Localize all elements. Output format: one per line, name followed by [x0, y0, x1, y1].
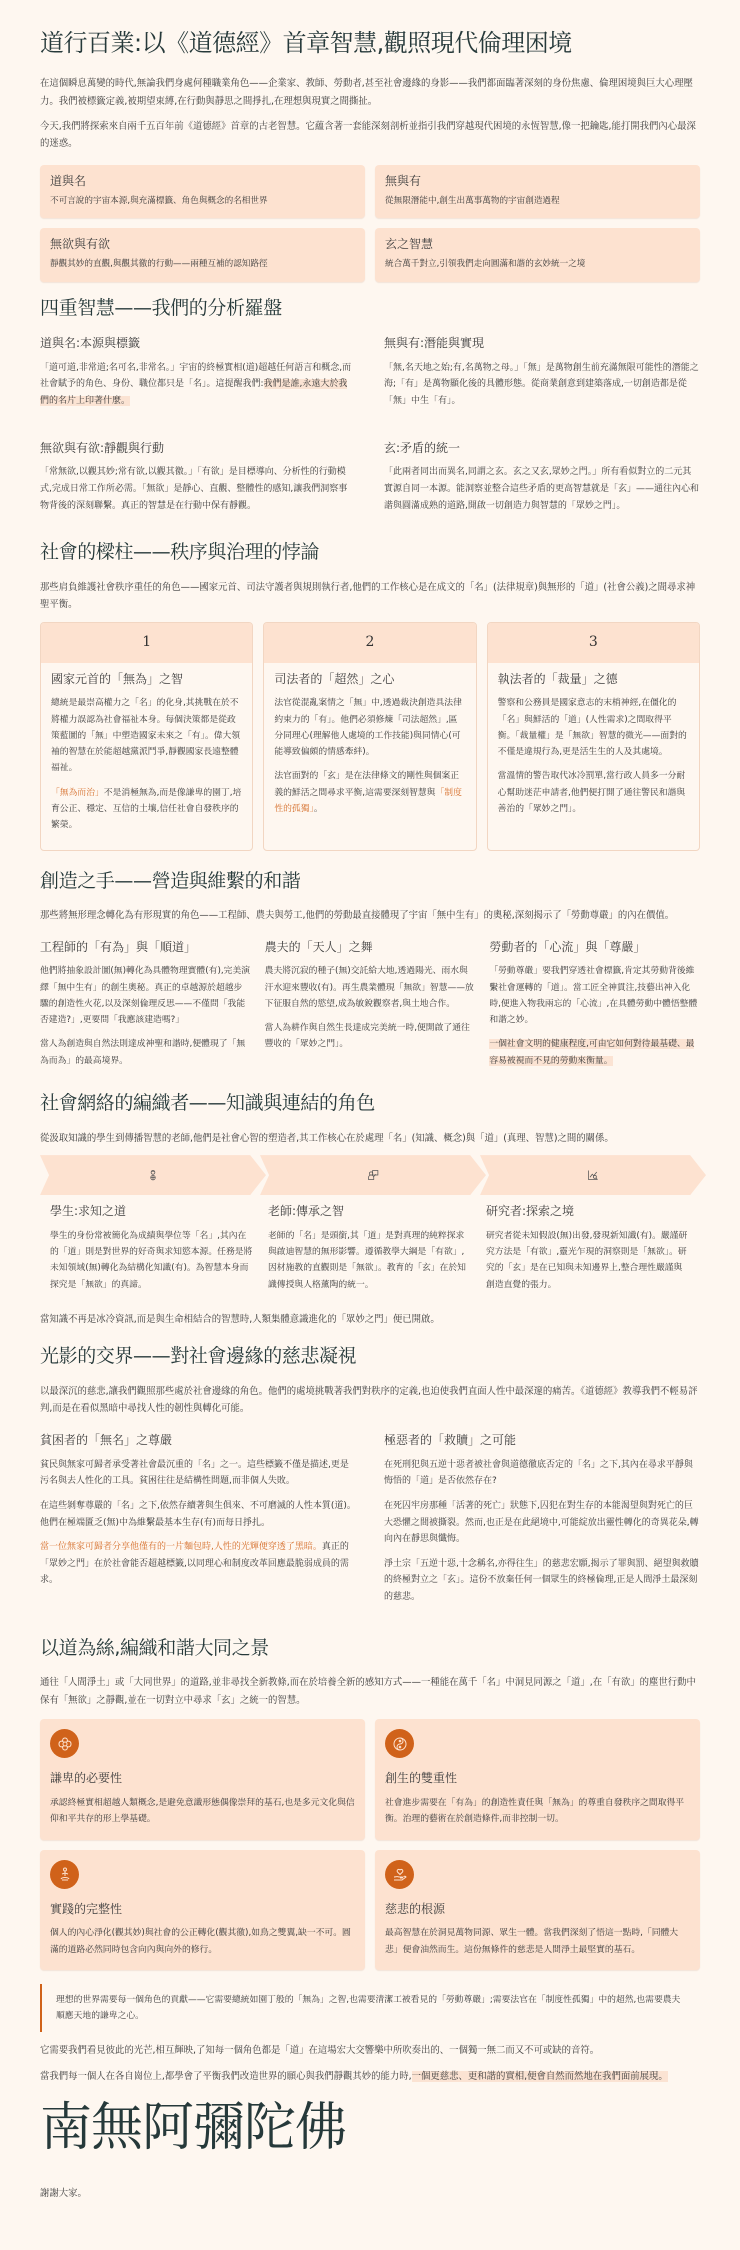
compass-section — [40, 296, 700, 522]
concept-text: 靜觀其妙的直觀,與觀其徼的行動——兩種互補的認知路徑 — [50, 259, 268, 270]
harmony-section — [40, 1636, 700, 2085]
card-title: 國家元首的「無為」之智 — [51, 671, 184, 686]
student-icon — [147, 1169, 159, 1181]
step-title: 學生:求知之道 — [50, 1204, 127, 1219]
section-closing: 當知識不再是冰冷資訊,而是與生命相結合的智慧時,人類集體意識進化的「眾妙之門」便已開啟。 — [40, 1313, 440, 1325]
column-title: 貧困者的「無名」之尊嚴 — [40, 1432, 173, 1447]
card-number: 1 — [41, 623, 252, 663]
section-intro: 那些肩負維護社會秩序重任的角色——國家元首、司法守護者與規則執行者,他們的工作核心是在成文的「名」(法律規章)與無形的「道」(社會公義)之間尋求神聖平衡。 — [40, 581, 696, 611]
creation-column — [489, 939, 700, 1077]
column-text: 在死囚牢房那種「活著的死亡」狀態下,囚犯在對生存的本能渴望與對死亡的巨大恐懼之間被撕裂。然而,也正是在此絕境中,可能綻放出靈性轉化的奇異花朵,轉向內在靜思與懺悔。 — [384, 1500, 699, 1545]
card-text: 法官面對的「玄」是在法律條文的剛性與個案正義的鮮活之間尋求平衡,這需要深刻智慧與 — [274, 771, 460, 798]
concept-text: 不可言說的宇宙本源,與充滿標籤、角色與概念的名相世界 — [50, 195, 268, 206]
card-text: 最高智慧在於洞見萬物同源、眾生一體。當我們深刻了悟這一點時,「同體大悲」便會油然而生。這份無條件的慈悲是人間淨土最堅實的基石。 — [385, 1928, 679, 1955]
card-title: 創生的雙重性 — [385, 1771, 458, 1786]
concept-box — [40, 165, 365, 219]
closing-mantra: 南無阿彌陀佛 — [40, 2098, 347, 2159]
card-title: 實踐的完整性 — [50, 1901, 123, 1916]
step-text: 研究者從未知假設(無)出發,發現新知識(有)。嚴謹研究方法是「有欲」,靈光乍現的洞察則是「無欲」。研究的「玄」是在已知與未知邊界上,整合理性嚴謹與創造直覺的張力。 — [486, 1230, 688, 1290]
creation-column — [40, 939, 251, 1077]
card-number: 3 — [488, 623, 699, 663]
intro-paragraph-1: 在這個瞬息萬變的時代,無論我們身處何種職業角色——企業家、教師、勞動者,甚至社會邊緣的身影——我們都面臨著深刻的身份焦慮、倫理困境與巨大心理壓力。我們被標籤定義,被期望束縛,在行動與靜思之間掙扎,在理想與現實之間撕扯。 — [40, 78, 693, 107]
margins-section — [40, 1344, 700, 1613]
section-intro: 那些將無形理念轉化為有形現實的角色——工程師、農夫與勞工,他們的勞動最直接體現了宇宙「無中生有」的奧秘,深刻揭示了「勞動尊嚴」的內在價值。 — [40, 910, 675, 922]
highlight-text: 一個社會文明的健康程度,可由它如何對待最基礎、最容易被視而不見的勞動來衡量。 — [489, 1039, 695, 1066]
step-title: 老師:傳承之智 — [268, 1204, 345, 1219]
step-title: 研究者:探索之境 — [486, 1204, 575, 1219]
yin-yang-icon — [392, 1736, 408, 1752]
principle-card — [375, 1850, 700, 1970]
pillars-section — [40, 540, 700, 850]
card-text: 。 — [313, 804, 323, 814]
compass-item — [384, 335, 700, 418]
card-title: 慈悲的根源 — [385, 1901, 446, 1916]
concept-box — [40, 228, 365, 282]
card-text: 法官從混亂案情之「無」中,透過裁決創造具法律約束力的「有」。他們必須修煉「司法超然」,區分同理心(理解他人處境的工作技能)與同情心(可能導致偏頗的情感牽絆)。 — [274, 698, 462, 758]
section-intro: 從汲取知識的學生到傳播智慧的老師,他們是社會心智的塑造者,其工作核心在於處理「名」(知識、概念)與「道」(真理、智慧)之間的關係。 — [40, 1132, 614, 1144]
thanks-text: 謝謝大家。 — [40, 2187, 87, 2199]
card-text: 不是消極無為,而是像謙卑的園丁,培育公正、穩定、互信的土壤,信任社會自發秩序的繁榮。 — [51, 787, 242, 831]
highlight-text: 一個更慈悲、更和諧的實相,便會自然而然地在我們面前展現。 — [411, 2070, 668, 2082]
column-text: 貧民與無家可歸者承受著社會最沉重的「名」之一。這些標籤不僅是描述,更是污名與去人性化的工具。貧困往往是結構性問題,而非個人失敗。 — [40, 1459, 349, 1487]
harmony-paragraph: 它需要我們看見彼此的光芒,相互輝映,了知每一個角色都是「道」在這場宏大交響樂中所吹奏出的、一個獨一無二而又不可或缺的音符。 — [40, 2045, 600, 2057]
concept-title: 道與名 — [50, 173, 87, 188]
column-text: 淨土宗「五逆十惡,十念稱名,亦得往生」的慈悲宏願,揭示了罪與罰、絕望與救贖的終極對立之「玄」。這份不放棄任何一個眾生的終極倫理,正是人間淨土最深刻的慈悲。 — [384, 1558, 699, 1603]
compass-item-text: 「無,名天地之始;有,名萬物之母。」「無」是萬物創生前充滿無限可能性的潛能之海;「有」是萬物顯化後的具體形態。從商業創意到建築落成,一切創造都是從「無」中生「有」。 — [384, 362, 699, 406]
card-number: 2 — [264, 623, 475, 663]
principle-card — [375, 1719, 700, 1839]
card-text: 警察和公務員是國家意志的末梢神經,在僵化的「名」與鮮活的「道」(人性需求)之間取得平衡。「裁量權」是「無欲」智慧的微光——面對的不僅是違規行為,更是活生生的人及其處境。 — [497, 698, 687, 758]
card-text: 承認終極實相超越人類概念,是避免意識形態偶像崇拜的基石,也是多元文化與信仰和平共存的形上學基礎。 — [50, 1797, 355, 1825]
section-heading: 光影的交界——對社會邊緣的慈悲凝視 — [40, 1345, 357, 1368]
margins-column — [40, 1432, 356, 1614]
chevron-step — [260, 1155, 486, 1195]
column-text: 在死刑犯與五逆十惡者被社會與道德徹底否定的「名」之下,其內在尋求平靜與悔悟的「道」是否依然存在? — [384, 1459, 693, 1487]
accent-text: 當一位無家可歸者分享他僅有的一片麵包時,人性的光輝便穿透了黑暗。 — [40, 1542, 322, 1553]
compass-item — [384, 440, 700, 523]
column-text: 在這些剝奪尊嚴的「名」之下,依然存續著與生俱來、不可磨滅的人性本質(道)。他們在極端匱乏(無)中為維繫最基本生存(有)而每日掙扎。 — [40, 1500, 356, 1528]
concept-boxes — [40, 165, 700, 282]
card-title: 謙卑的必要性 — [50, 1771, 123, 1786]
step-item — [268, 1203, 472, 1301]
section-heading: 創造之手——營造與維繫的和諧 — [40, 869, 301, 892]
accent-text: 「無為而治」 — [51, 787, 104, 798]
column-title: 勞動者的「心流」與「尊嚴」 — [489, 939, 646, 954]
compass-item — [40, 335, 356, 418]
compass-item-title: 無與有:潛能與實現 — [384, 335, 485, 350]
concept-box — [375, 165, 700, 219]
compass-item-title: 道與名:本源與標籤 — [40, 335, 141, 350]
column-text: 當人為耕作與自然生長達成完美統一時,便開啟了通往豐收的「眾妙之門」。 — [264, 1023, 470, 1050]
creation-column — [265, 939, 476, 1077]
quote-text: 理想的世界需要每一個角色的貢獻——它需要總統如園丁般的「無為」之智,也需要清潔工被看見的「勞動尊嚴」;需要法官在「制度性孤獨」中的超然,也需要農夫順應天地的謙卑之心。 — [56, 1994, 681, 2022]
column-title: 工程師的「有為」與「順道」 — [40, 939, 197, 954]
blockquote — [40, 1984, 700, 2033]
concept-title: 玄之智慧 — [385, 237, 434, 252]
chevron-step — [480, 1155, 706, 1195]
card-text: 總統是最崇高權力之「名」的化身,其挑戰在於不將權力誤認為社會福祉本身。每個決策都是從政策藍圖的「無」中塑造國家未來之「有」。偉大領袖的智慧在於能超越黨派鬥爭,靜觀國家長遠整體福祉。 — [51, 698, 241, 774]
card-text: 個人的內心淨化(觀其妙)與社會的公正轉化(觀其徼),如鳥之雙翼,缺一不可。圓滿的道路必然同時包含向內與向外的修行。 — [50, 1928, 351, 1955]
section-intro: 通往「人間淨土」或「大同世界」的道路,並非尋找全新教條,而在於培養全新的感知方式——一種能在萬千「名」中洞見同源之「道」,在「有欲」的塵世行動中保有「無欲」之靜觀,並在一切對立中尋求「玄」之統一的智慧。 — [40, 1677, 696, 1706]
numbered-card — [263, 622, 476, 851]
concept-box — [375, 228, 700, 282]
research-icon — [587, 1169, 599, 1181]
humility-icon — [57, 1736, 73, 1752]
column-text: 農夫將沉寂的種子(無)交託給大地,透過陽光、雨水與汗水迎來豐收(有)。再生農業體現「無欲」智慧——放下征服自然的慾望,成為敏銳觀察者,與土地合作。 — [264, 966, 474, 1009]
column-text: 真正的「眾妙之門」在於社會能否超越標籤,以同理心和制度改革回應最脆弱成員的需求。 — [40, 1542, 349, 1586]
column-title: 極惡者的「救贖」之可能 — [384, 1432, 517, 1447]
compass-item-title: 玄:矛盾的統一 — [384, 440, 461, 455]
section-heading: 社會的樑柱——秩序與治理的悖論 — [40, 541, 320, 564]
step-item — [50, 1203, 254, 1301]
section-intro: 以最深沉的慈悲,讓我們觀照那些處於社會邊緣的角色。他們的處境挑戰著我們對秩序的定義,也迫使我們直面人性中最深邃的痛苦。《道德經》教導我們不輕易評判,而是在看似黑暗中尋找人性的韌性與轉化可能。 — [40, 1386, 698, 1415]
step-text: 學生的身份常被簡化為成績與學位等「名」,其內在的「道」則是對世界的好奇與求知慾本源。任務是將未知領域(無)轉化為結構化知識(有)。為智慧本身而探究是「無欲」的真諦。 — [50, 1230, 253, 1290]
step-item — [486, 1203, 690, 1301]
heart-hand-icon — [392, 1866, 408, 1882]
section-heading: 社會網絡的編織者——知識與連結的角色 — [40, 1092, 375, 1114]
numbered-card — [40, 622, 253, 851]
section-heading: 四重智慧——我們的分析羅盤 — [40, 297, 282, 320]
step-text: 老師的「名」是頭銜,其「道」是對真理的純粹探求與啟迪智慧的無形影響。遵循教學大綱是「有欲」,因材施教的直觀則是「無欲」。教育的「玄」在於知識傳授與人格薰陶的統一。 — [268, 1230, 466, 1290]
compass-item-title: 無欲與有欲:靜觀與行動 — [40, 440, 165, 455]
principle-card — [40, 1719, 365, 1839]
concept-text: 從無限潛能中,創生出萬事萬物的宇宙創造過程 — [385, 195, 560, 206]
meditation-icon — [57, 1866, 73, 1882]
compass-item — [40, 440, 356, 523]
column-text: 他們將抽象設計圖(無)轉化為具體物理實體(有),完美演繹「無中生有」的創生奧秘。真正的卓越源於超越步驟的創造性火花,以及深刻倫理反思——不僅問「我能否建造?」,更要問「我應該建造嗎?」 — [40, 966, 251, 1026]
teacher-icon — [367, 1169, 379, 1181]
compass-item-text: 「道可道,非常道;名可名,非常名。」宇宙的終極實相(道)超越任何語言和概念,而社會賦予的角色、身份、職位都只是「名」。這提醒我們: — [40, 362, 352, 390]
chevron-step — [40, 1155, 266, 1195]
intro-paragraph-2: 今天,我們將探索來自兩千五百年前《道德經》首章的古老智慧。它蘊含著一套能深刻剖析並指引我們穿越現代困境的永恆智慧,像一把鑰匙,能打開我們內心最深的迷惑。 — [40, 120, 696, 150]
card-text: 社會進步需要在「有為」的創造性責任與「無為」的尊重自發秩序之間取得平衡。治理的藝術在於創造條件,而非控制一切。 — [385, 1797, 685, 1825]
principle-card — [40, 1850, 365, 1970]
concept-title: 無欲與有欲 — [50, 237, 111, 252]
process-chevrons — [40, 1155, 700, 1195]
numbered-card — [487, 622, 700, 851]
card-title: 司法者的「超然」之心 — [274, 671, 395, 686]
margins-column — [384, 1432, 700, 1614]
concept-title: 無與有 — [385, 173, 422, 188]
page-title: 道行百業:以《道德經》首章智慧,觀照現代倫理困境 — [40, 29, 572, 57]
harmony-paragraph: 當我們每一個人在各自崗位上,都學會了平衡我們改造世界的願心與我們靜觀其妙的能力時, — [40, 2070, 412, 2082]
highlight-text: 我們是誰,永遠大於我們的名片上印著什麼。 — [40, 379, 348, 406]
concept-text: 統合萬千對立,引領我們走向圓滿和諧的玄妙統一之境 — [385, 259, 586, 270]
column-title: 農夫的「天人」之舞 — [264, 939, 373, 954]
knowledge-section — [40, 1091, 700, 1328]
column-text: 當人為創造與自然法則達成神聖和諧時,便體現了「無為而為」的最高境界。 — [40, 1039, 246, 1066]
accent-text: 「制度性的孤獨」 — [274, 787, 462, 814]
section-heading: 以道為絲,編織和諧大同之景 — [40, 1636, 269, 1659]
card-title: 執法者的「裁量」之德 — [497, 671, 618, 686]
creation-section — [40, 869, 700, 1077]
column-text: 「勞動尊嚴」要我們穿透社會標籤,肯定其勞動背後維繫社會運轉的「道」。當工匠全神貫注,技藝出神入化時,便進入物我兩忘的「心流」,在具體勞動中體悟整體和諧之妙。 — [489, 966, 698, 1026]
compass-item-text: 「此兩者同出而異名,同謂之玄。玄之又玄,眾妙之門。」所有看似對立的二元其實源自同一本源。能洞察並整合這些矛盾的更高智慧就是「玄」——通往內心和諧與圓滿成熟的道路,開啟一切創造力與智慧的「眾妙之門」。 — [384, 467, 700, 511]
card-text: 當溫情的警告取代冰冷罰單,當行政人員多一分耐心幫助迷茫申請者,他們便打開了通往警民和諧與善治的「眾妙之門」。 — [497, 771, 686, 814]
compass-item-text: 「常無欲,以觀其妙;常有欲,以觀其徼。」「有欲」是目標導向、分析性的行動模式,完成日常工作所必需。「無欲」是靜心、直觀、整體性的感知,讓我們洞察事物背後的深刻聯繫。真正的智慧是在行動中保有靜觀。 — [40, 467, 348, 511]
